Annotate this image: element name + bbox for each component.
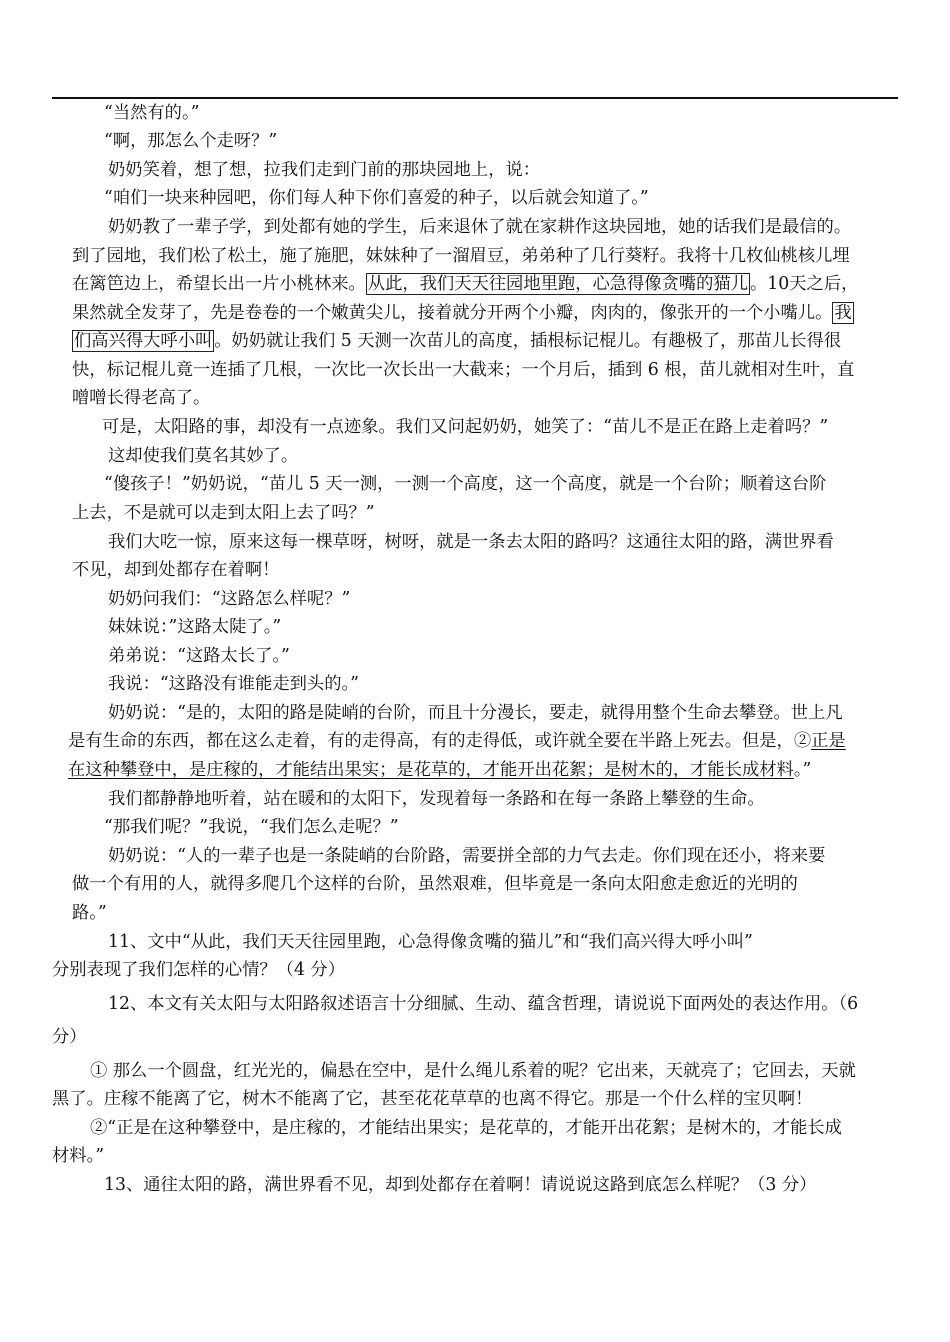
- text-line: [90, 1114, 842, 1142]
- text-line: [52, 1085, 812, 1113]
- text-line: [72, 242, 850, 270]
- text-line: [104, 184, 649, 212]
- text-segment: 奶奶说：“是的，太阳的路是陡峭的台阶，而且十分漫长，要走，就得用整个生命去攀登。世上凡: [108, 703, 843, 723]
- text-segment: 妹妹说：”这路太陡了。”: [108, 617, 282, 637]
- text-segment: ① 那么一个圆盘，红光光的，偏悬在空中，是什么绳儿系着的呢？它出来，天就亮了；它回去，天就: [90, 1061, 856, 1081]
- text-line: [108, 613, 281, 641]
- text-segment: 做一个有用的人，就得多爬几个这样的台阶，虽然艰难，但毕竟是一条向太阳愈走愈近的光明的: [72, 874, 798, 894]
- text-line: [72, 556, 279, 584]
- text-line: [108, 528, 834, 556]
- underlined-phrase: 在这种攀登中，是庄稼的，才能结出果实；是花草的，才能开出花絮；是树木的，才能长成材料: [68, 760, 794, 780]
- text-line: [108, 842, 825, 870]
- text-segment: 分）: [52, 1027, 87, 1047]
- text-segment: 。”: [793, 760, 812, 780]
- text-line: [108, 990, 858, 1018]
- text-segment: 到了园地，我们松了松土，施了施肥，妹妹种了一溜眉豆，弟弟种了几行葵籽。我将十几枚仙桃核儿埋: [72, 246, 850, 266]
- boxed-phrase: 我: [834, 303, 852, 323]
- text-line: [72, 270, 858, 298]
- text-line: [104, 99, 199, 127]
- text-line: [52, 1142, 104, 1170]
- text-segment: 这却使我们莫名其妙了。: [108, 446, 299, 466]
- text-segment: 弟弟说：“这路太长了。”: [108, 646, 290, 666]
- text-segment: “傻孩子！”奶奶说，“苗儿 5 天一测，一测一个高度，这一个高度，就是一个台阶；顺着这台阶: [104, 474, 827, 494]
- text-segment: 是有生命的东西，都在这么走着，有的走得高，有的走得低，或许就全要在半路上死去。但是，②: [68, 731, 812, 751]
- text-segment: 我们都静静地听着，站在暖和的太阳下，发现着每一条路和在每一条路上攀登的生命。: [108, 789, 765, 809]
- text-line: [72, 299, 854, 327]
- text-line: [52, 956, 345, 984]
- text-line: [108, 670, 359, 698]
- text-segment: 我们大吃一惊，原来这每一棵草呀，树呀，就是一条去太阳的路吗？这通往太阳的路，满世界看: [108, 532, 834, 552]
- text-line: [108, 928, 753, 956]
- boxed-phrase: 们高兴得大呼小叫: [74, 331, 213, 351]
- text-line: [102, 413, 828, 441]
- text-segment: 噌噌长得老高了。: [72, 388, 211, 408]
- text-line: [68, 756, 811, 784]
- text-segment: 路。”: [72, 903, 107, 923]
- text-line: [108, 585, 350, 613]
- text-line: [108, 156, 540, 184]
- text-line: [72, 327, 841, 355]
- underlined-phrase: 正是: [811, 731, 846, 751]
- text-segment: 快，标记棍儿竟一连插了几根，一次比一次长出一大截来；一个月后，插到 6 根，苗儿就相对生叶，直: [72, 360, 855, 380]
- text-segment: 分别表现了我们怎样的心情？（4 分）: [52, 960, 345, 980]
- text-segment: 在篱笆边上，希望长出一片小桃林来。: [72, 274, 366, 294]
- text-segment: “当然有的。”: [104, 103, 200, 123]
- text-segment: 12、本文有关太阳与太阳路叙述语言十分细腻、生动、蕴含哲理，请说说下面两处的表达作用。（6: [108, 994, 859, 1014]
- text-segment: 黑了。庄稼不能离了它，树木不能离了它，甚至花花草草的也离不得它。那是一个什么样的宝贝啊！: [52, 1089, 813, 1109]
- text-line: [68, 727, 846, 755]
- text-segment: 不见，却到处都存在着啊！: [72, 560, 280, 580]
- text-line: [104, 127, 277, 155]
- text-segment: 我说：“这路没有谁能走到头的。”: [108, 674, 359, 694]
- text-line: [108, 642, 290, 670]
- text-line: [72, 499, 375, 527]
- text-segment: 奶奶教了一辈子学，到处都有她的学生，后来退休了就在家耕作这块园地，她的话我们是最信的。: [108, 217, 852, 237]
- text-line: [108, 785, 765, 813]
- text-line: [104, 470, 826, 498]
- text-segment: “咱们一块来种园吧，你们每人种下你们喜爱的种子，以后就会知道了。”: [104, 188, 649, 208]
- text-line: [52, 1023, 87, 1051]
- text-segment: 13、通往太阳的路，满世界看不见，却到处都存在着啊！请说说这路到底怎么样呢？（3 分）: [104, 1175, 817, 1195]
- boxed-phrase: 从此，我们天天往园地里跑，心急得像贪嘴的猫儿: [367, 274, 748, 294]
- text-line: [72, 384, 210, 412]
- text-segment: 材料。”: [52, 1146, 105, 1166]
- text-line: [108, 442, 298, 470]
- text-line: [90, 1057, 856, 1085]
- text-segment: ②“正是在这种攀登中，是庄稼的，才能结出果实；是花草的，才能开出花絮；是树木的，才能长成: [90, 1118, 842, 1138]
- text-line: [104, 1171, 816, 1199]
- text-segment: 奶奶笑着，想了想，拉我们走到门前的那块园地上，说：: [108, 160, 541, 180]
- text-line: [72, 870, 798, 898]
- text-line: [108, 213, 851, 241]
- text-line: [72, 356, 854, 384]
- text-segment: 。10天之后，: [750, 274, 859, 294]
- text-segment: 果然就全发芽了，先是卷卷的一个嫩黄尖儿，接着就分开两个小瓣，肉肉的，像张开的一个小嘴儿。: [72, 303, 833, 323]
- text-segment: 奶奶说：“人的一辈子也是一条陡峭的台阶路，需要拼全部的力气去走。你们现在还小，将来要: [108, 846, 826, 866]
- text-segment: 11、文中“从此，我们天天往园里跑，心急得像贪嘴的猫儿”和“我们高兴得大呼小叫”: [108, 932, 753, 952]
- text-line: [108, 699, 843, 727]
- text-line: [104, 813, 399, 841]
- text-segment: 奶奶问我们：“这路怎么样呢？”: [108, 589, 351, 609]
- text-segment: 上去，不是就可以走到太阳上去了吗？”: [72, 503, 375, 523]
- text-segment: “那我们呢？”我说，“我们怎么走呢？”: [104, 817, 399, 837]
- text-segment: 可是，太阳路的事，却没有一点迹象。我们又问起奶奶，她笑了：“苗儿不是正在路上走着吗？”: [102, 417, 829, 437]
- text-segment: 。奶奶就让我们 5 天测一次苗儿的高度，插根标记棍儿。有趣极了，那苗儿长得很: [214, 331, 842, 351]
- text-line: [72, 899, 107, 927]
- text-segment: “啊，那怎么个走呀？”: [104, 131, 278, 151]
